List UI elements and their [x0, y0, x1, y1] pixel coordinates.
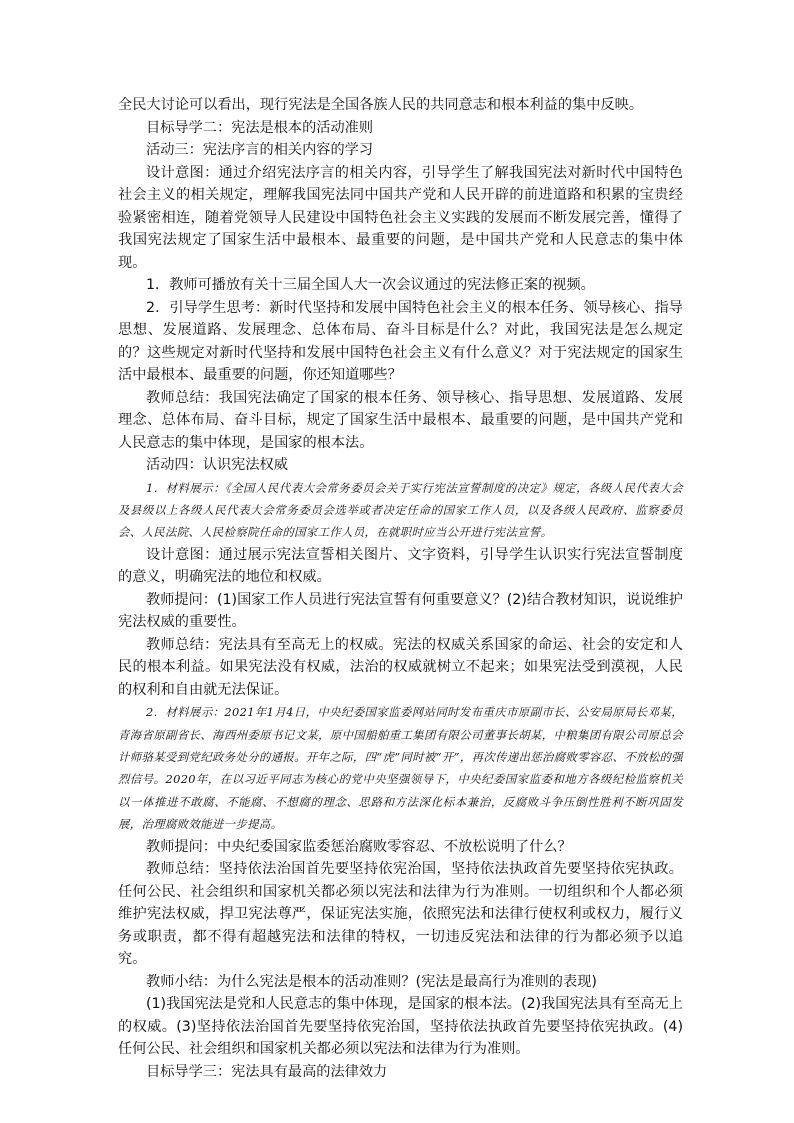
- heading-activity-three: 活动三：宪法序言的相关内容的学习: [146, 142, 374, 158]
- paragraph-teacher-question-2: 教师提问：中央纪委国家监委惩治腐败零容忍、不放松说明了什么？: [146, 838, 572, 855]
- heading-goal-two: 目标导学二：宪法是根本的活动准则: [146, 119, 374, 136]
- heading-goal-three: 目标导学三：宪法具有最高的法律效力: [146, 1063, 388, 1080]
- heading-activity-four: 活动四：认识宪法权威: [146, 457, 288, 473]
- paragraph-design-intent-2: 设计意图：通过展示宪法宣誓相关图片、文字资料，引导学生认识实行宪法宣誓制度的意义，明确宪法的地位和权威。: [118, 546, 683, 586]
- paragraph-teacher-question-1: 教师提问：(1)国家工作人员进行宪法宣誓有何重要意义？(2)结合教材知识，说说维护宪法权威的重要性。: [118, 591, 683, 631]
- paragraph-conclusion-points: (1)我国宪法是党和人民意志的集中体现，是国家的根本法。(2)我国宪法具有至高无上的权威。(3)坚持依法治国首先要坚持依宪治国，坚持依法执政首先要坚持依宪执政。(4)任何公民、社会组织和国家机关都必须以宪法和法律为行为准则。: [118, 996, 683, 1058]
- paragraph-step-1: 1．教师可播放有关十三届全国人大一次会议通过的宪法修正案的视频。: [146, 277, 595, 293]
- paragraph-teacher-summary-1: 教师总结：我国宪法确定了国家的根本任务、领导核心、指导思想、发展道路、发展理念、总体布局、奋斗目标，规定了国家生活中最根本、最重要的问题，是中国共产党和人民意志的集中体现，是国家的根本法。: [118, 389, 683, 451]
- paragraph-design-intent-1: 设计意图：通过介绍宪法序言的相关内容，引导学生了解我国宪法对新时代中国特色社会主义的相关规定，理解我国宪法同中国共产党和人民开辟的前进道路和积累的宝贵经验紧密相连，随着党领导人民建设中国特色社会主义实践的发展而不断发展完善，懂得了我国宪法规定了国家生活中最根本、最重要的问题，是中国共产党和人民意志的集中体现。: [118, 164, 683, 271]
- paragraph-teacher-conclusion: 教师小结：为什么宪法是根本的活动准则？(宪法是最高行为准则的表现): [146, 973, 597, 990]
- paragraph-intro-end: 全民大讨论可以看出，现行宪法是全国各族人民的共同意志和根本利益的集中反映。: [118, 97, 643, 113]
- document-page: [118, 94, 683, 1083]
- paragraph-step-2: 2．引导学生思考：新时代坚持和发展中国特色社会主义的根本任务、领导核心、指导思想、发展道路、发展理念、总体布局、奋斗目标是什么？对此，我国宪法是怎么规定的？这些规定对新时代坚持和发展中国特色社会主义有什么意义？对于宪法规定的国家生活中最根本、最重要的问题，你还知道哪些？: [118, 299, 683, 383]
- paragraph-material-2: 2．材料展示：2021年1月4日，中央纪委国家监委网站同时发布重庆市原副市长、公安局原局长邓某，青海省原副省长、海西州委原书记文某，原中国船舶重工集团有限公司董事长胡某，中粮集团有限公司原总会计师骆某受到党纪政务处分的通报。开年之际，四“虎”同时被“开”，再次传递出惩治腐败零容忍、不放松的强烈信号。2020年，在以习近平同志为核心的党中央坚强领导下，中央纪委国家监委和地方各级纪检监察机关以一体推进不敢腐、不能腐、不想腐的理念、思路和方法深化标本兼治，反腐败斗争压倒性胜利不断巩固发展，治理腐败效能进一步提高。: [118, 705, 683, 832]
- paragraph-teacher-summary-3: 教师总结：坚持依法治国首先要坚持依宪治国，坚持依法执政首先要坚持依宪执政。任何公民、社会组织和国家机关都必须以宪法和法律为行为准则。一切组织和个人都必须维护宪法权威，捍卫宪法尊严，保证宪法实施，依照宪法和法律行使权利或权力，履行义务或职责，都不得有超越宪法和法律的特权，一切违反宪法和法律的行为都必须予以追究。: [118, 861, 683, 968]
- paragraph-teacher-summary-2: 教师总结：宪法具有至高无上的权威。宪法的权威关系国家的命运、社会的安定和人民的根本利益。如果宪法没有权威，法治的权威就树立不起来；如果宪法受到漠视，人民的权利和自由就无法保证。: [118, 636, 683, 698]
- paragraph-material-1: 1．材料展示：《全国人民代表大会常务委员会关于实行宪法宣誓制度的决定》规定，各级人民代表大会及县级以上各级人民代表大会常务委员会选举或者决定任命的国家工作人员，以及各级人民政府、监察委员会、人民法院、人民检察院任命的国家工作人员，在就职时应当公开进行宪法宣誓。: [118, 480, 683, 540]
